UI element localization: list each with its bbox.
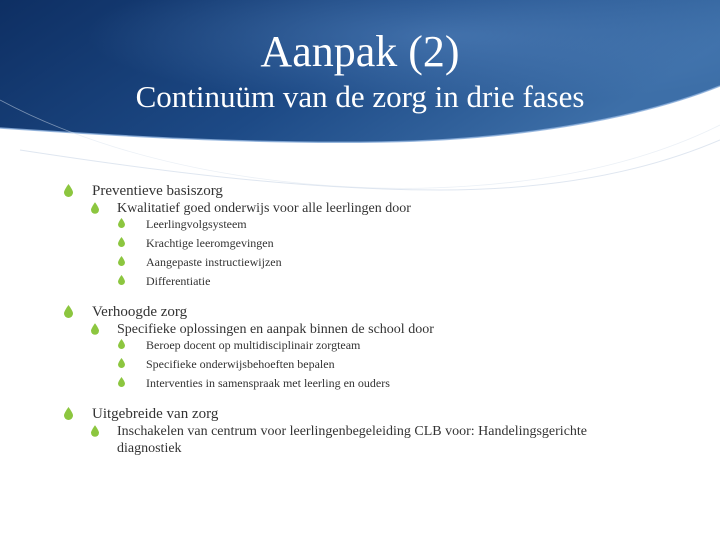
green-droplet-icon — [118, 217, 146, 228]
bullet-level3 — [64, 255, 684, 270]
bullet-text: Specifieke oplossingen en aanpak binnen de school door — [117, 322, 434, 337]
bullet-level3 — [64, 357, 684, 372]
green-droplet-icon — [64, 182, 92, 197]
bullet-text: Preventieve basiszorg — [92, 183, 223, 199]
green-droplet-icon — [91, 423, 117, 437]
slide-content — [64, 182, 684, 457]
bullet-text: Kwalitatief goed onderwijs voor alle leerlingen door — [117, 201, 411, 216]
bullet-level3 — [64, 217, 684, 232]
bullet-text: Specifieke onderwijsbehoeften bepalen — [146, 357, 335, 371]
bullet-level3 — [64, 338, 684, 353]
bullet-text: Leerlingvolgsysteem — [146, 217, 247, 231]
green-droplet-icon — [118, 236, 146, 247]
bullet-level3 — [64, 376, 684, 391]
title-block — [0, 24, 720, 116]
bullet-text: Interventies in samenspraak met leerling en ouders — [146, 376, 390, 390]
slide-subtitle: Continuüm van de zorg in drie fases — [135, 79, 585, 114]
bullet-level1 — [64, 303, 684, 321]
green-droplet-icon — [64, 405, 92, 420]
bullet-text: Differentiatie — [146, 274, 211, 288]
bullet-level3 — [64, 274, 684, 289]
bullet-level1 — [64, 405, 684, 423]
green-droplet-icon — [118, 274, 146, 285]
green-droplet-icon — [118, 357, 146, 368]
bullet-level2 — [64, 423, 684, 457]
bullet-text: Uitgebreide van zorg — [92, 406, 219, 422]
green-droplet-icon — [118, 255, 146, 266]
bullet-text: Beroep docent op multidisciplinair zorgteam — [146, 338, 361, 352]
slide-title: Aanpak (2) — [260, 27, 460, 76]
bullet-level2 — [64, 321, 684, 338]
green-droplet-icon — [91, 200, 117, 214]
green-droplet-icon — [118, 376, 146, 387]
green-droplet-icon — [91, 321, 117, 335]
green-droplet-icon — [64, 303, 92, 318]
bullet-text: Aangepaste instructiewijzen — [146, 255, 282, 269]
bullet-level2 — [64, 200, 684, 217]
bullet-text: Inschakelen van centrum voor leerlingenbegeleiding CLB voor: Handelingsgerichte diagnostiek — [117, 424, 588, 456]
bullet-level3 — [64, 236, 684, 251]
green-droplet-icon — [118, 338, 146, 349]
bullet-text: Krachtige leeromgevingen — [146, 236, 274, 250]
bullet-level1 — [64, 182, 684, 200]
bullet-text: Verhoogde zorg — [92, 304, 188, 320]
